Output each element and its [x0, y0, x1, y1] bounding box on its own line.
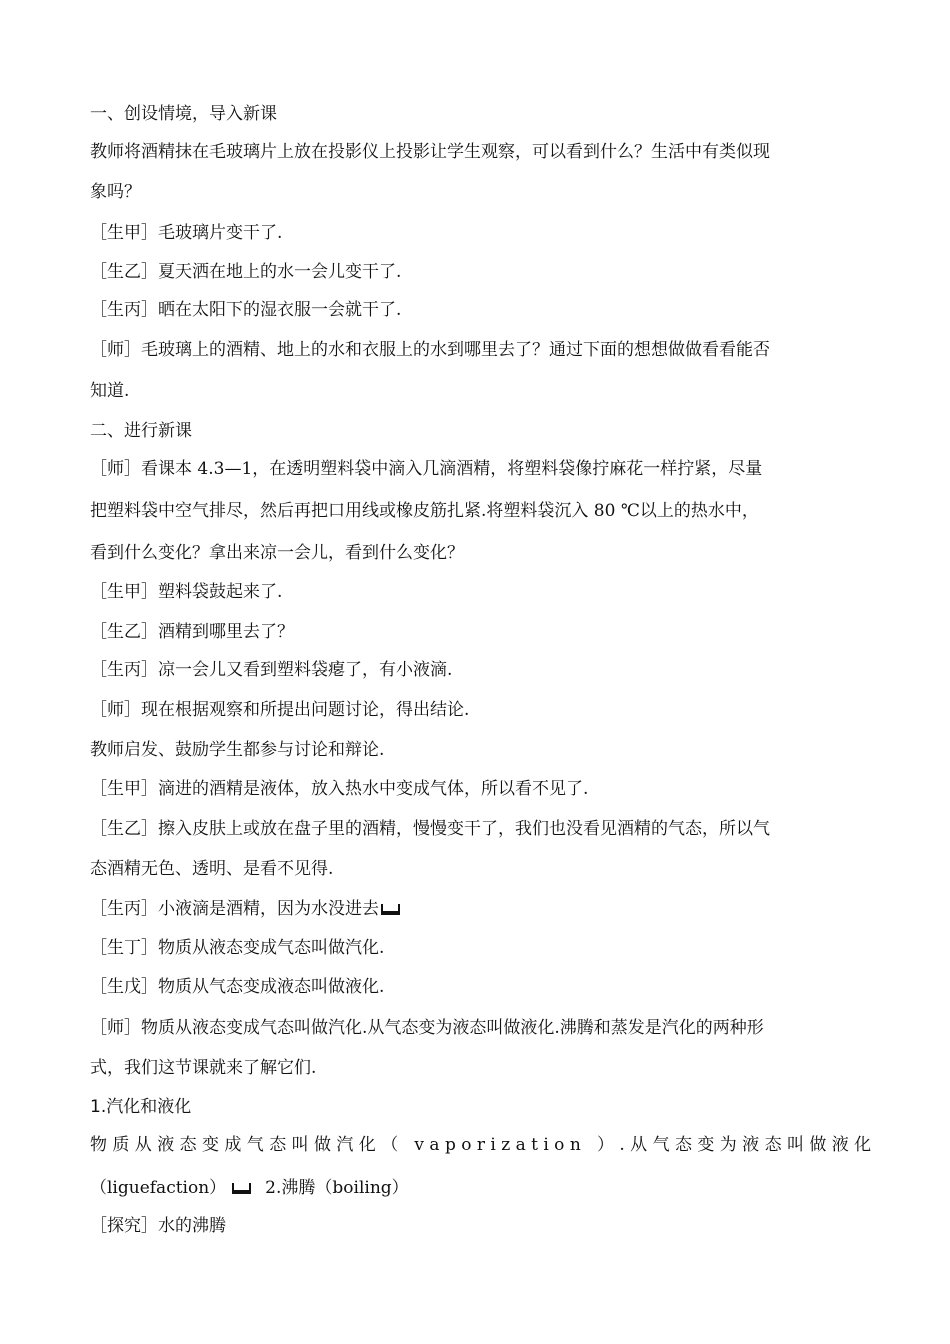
dialogue-line: ［师］看课本 4.3—1，在透明塑料袋中滴入几滴酒精，将塑料袋像拧麻花一样拧紧，尽量 — [90, 459, 763, 479]
term-text: （liguefaction） — [90, 1178, 227, 1198]
dialogue-line: ［生乙］夏天洒在地上的水一会儿变干了. — [90, 262, 402, 282]
dialogue-line: ［师］毛玻璃上的酒精、地上的水和衣服上的水到哪里去了？通过下面的想想做做看看能否 — [90, 340, 770, 360]
section-heading-2: 二、进行新课 — [90, 421, 192, 441]
dialogue-line: ［师］现在根据观察和所提出问题讨论，得出结论. — [90, 700, 470, 720]
dialogue-line: ［生丁］物质从液态变成气态叫做汽化. — [90, 938, 385, 958]
dialogue-line: 态酒精无色、透明、是看不见得. — [90, 859, 334, 879]
dialogue-line: ［生乙］酒精到哪里去了？ — [90, 622, 294, 642]
dialogue-line: 式，我们这节课就来了解它们. — [90, 1058, 317, 1078]
dialogue-line: 把塑料袋中空气排尽，然后再把口用线或橡皮筋扎紧.将塑料袋沉入 80 ℃以上的热水中， — [90, 501, 759, 521]
paragraph-line: 教师将酒精抹在毛玻璃片上放在投影仪上投影让学生观察，可以看到什么？生活中有类似现 — [90, 142, 770, 162]
paragraph-line: 教师启发、鼓励学生都参与讨论和辩论. — [90, 740, 385, 760]
dialogue-text: ［生丙］小液滴是酒精，因为水没进去 — [90, 899, 379, 919]
dialogue-line: 知道. — [90, 381, 130, 401]
dialogue-line: ［生乙］擦入皮肤上或放在盘子里的酒精，慢慢变干了，我们也没看见酒精的气态，所以气 — [90, 819, 770, 839]
placeholder-mark-icon — [381, 904, 400, 915]
dialogue-line: ［生甲］毛玻璃片变干了. — [90, 223, 283, 243]
subsection-heading-2: 2.沸腾（boiling） — [265, 1178, 409, 1198]
section-heading-1: 一、创设情境，导入新课 — [90, 104, 277, 124]
dialogue-line: ［生丙］晒在太阳下的湿衣服一会就干了. — [90, 300, 402, 320]
definition-line: 物质从液态变成气态叫做汽化（ vaporization ）.从气态变为液态叫做液化 — [90, 1135, 877, 1155]
dialogue-line: ［生丙］凉一会儿又看到塑料袋瘪了，有小液滴. — [90, 660, 453, 680]
paragraph-line: 象吗？ — [90, 182, 141, 202]
dialogue-line: ［生戊］物质从气态变成液态叫做液化. — [90, 977, 385, 997]
definition-line — [90, 1177, 860, 1199]
dialogue-line: ［生甲］滴进的酒精是液体，放入热水中变成气体，所以看不见了. — [90, 779, 589, 799]
dialogue-line: ［师］物质从液态变成气态叫做汽化.从气态变为液态叫做液化.沸腾和蒸发是汽化的两种形 — [90, 1018, 764, 1038]
placeholder-mark-icon — [232, 1183, 251, 1194]
subsection-heading-1: 1.汽化和液化 — [90, 1097, 192, 1117]
inquiry-line: ［探究］水的沸腾 — [90, 1216, 226, 1236]
dialogue-line: 看到什么变化？拿出来凉一会儿，看到什么变化？ — [90, 543, 464, 563]
dialogue-line: ［生甲］塑料袋鼓起来了. — [90, 582, 283, 602]
dialogue-line — [90, 898, 860, 920]
